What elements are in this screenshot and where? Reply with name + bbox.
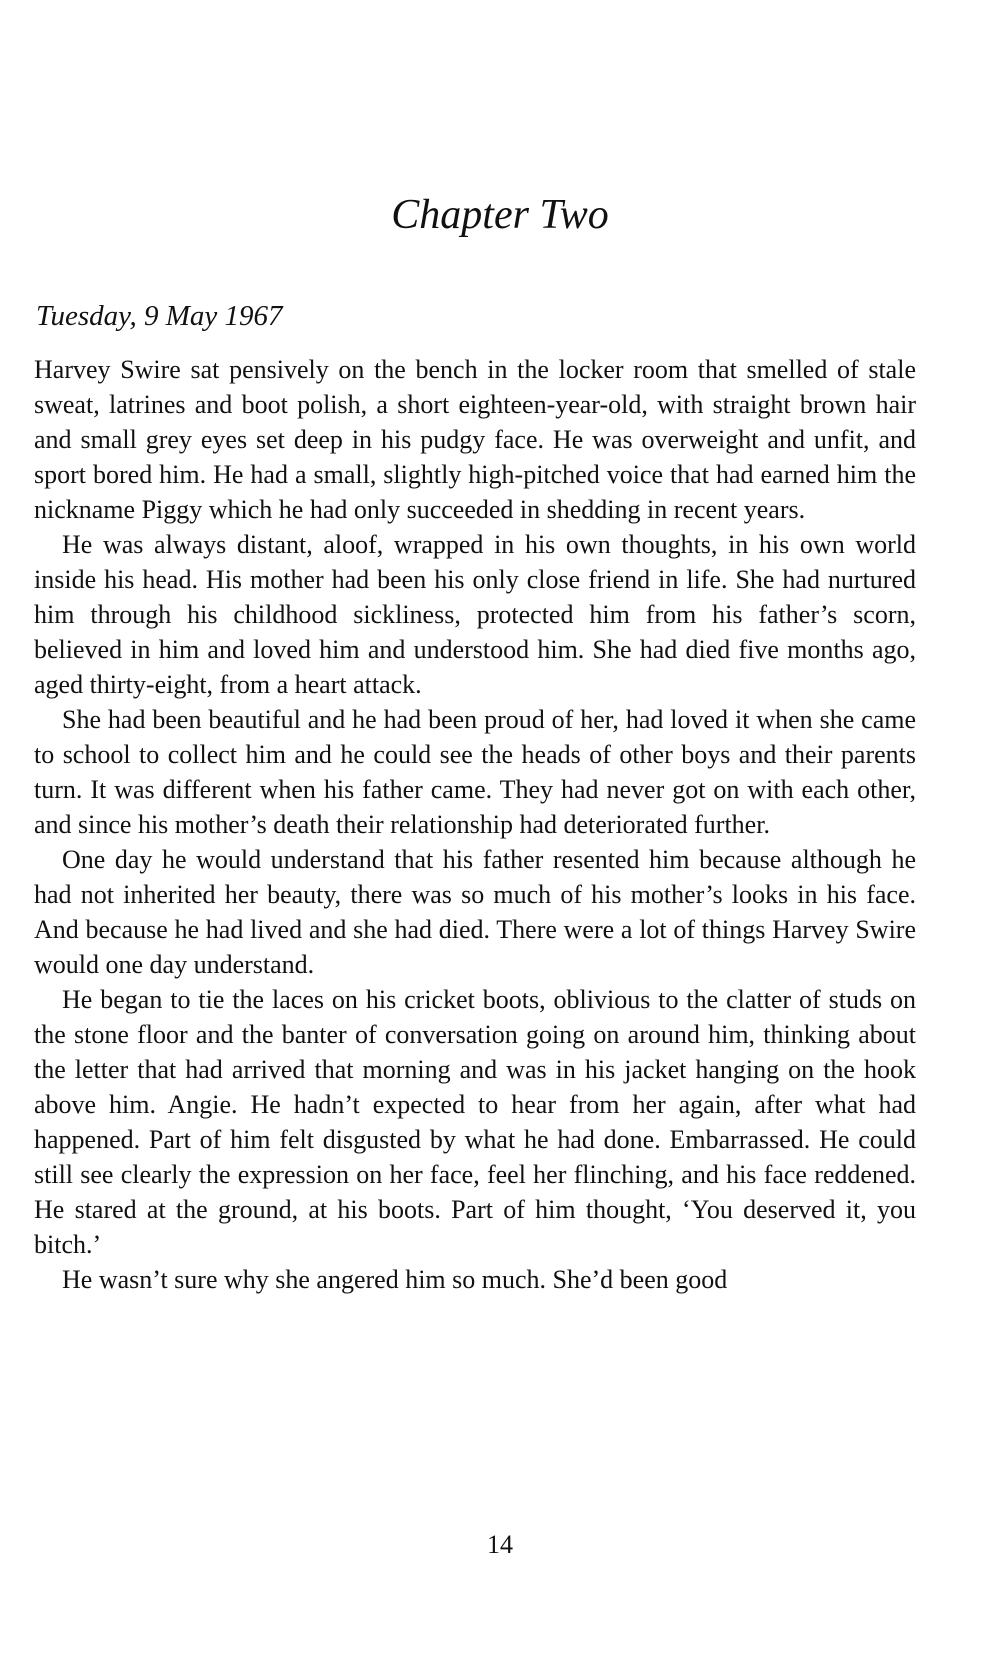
paragraph: Harvey Swire sat pensively on the bench in the locker room that smelled of stale sweat, latrines and boot polish, a short eighteen-year-old, with straight brown hair and small grey eyes set deep in his pudgy face. He was overweight and unfit, and sport bored him. He had a small, slightly high-pitched voice that had earned him the nickname Piggy which he had only succeeded in shedding in recent years. — [34, 355, 916, 524]
chapter-dateline: Tuesday, 9 May 1967 — [36, 300, 283, 332]
body-text — [34, 352, 916, 1297]
page-number: 14 — [487, 1530, 513, 1559]
paragraph: One day he would understand that his father resented him because although he had not inherited her beauty, there was so much of his mother’s looks in his face. And because he had lived and she had died. There were a lot of things Harvey Swire would one day understand. — [34, 845, 916, 979]
chapter-title: Chapter Two — [391, 192, 609, 238]
paragraph: He began to tie the laces on his cricket boots, oblivious to the clatter of studs on the stone floor and the banter of conversation going on around him, thinking about the letter that had arrived that morning and was in his jacket hanging on the hook above him. Angie. He hadn’t expected to hear from her again, after what had happened. Part of him felt disgusted by what he had done. Embarrassed. He could still see clearly the expression on her face, feel her flinching, and his face reddened. He stared at the ground, at his boots. Part of him thought, ‘You deserved it, you bitch.’ — [34, 985, 916, 1259]
paragraph: He wasn’t sure why she angered him so much. She’d been good — [62, 1265, 728, 1294]
paragraph: He was always distant, aloof, wrapped in his own thoughts, in his own world inside his head. His mother had been his only close friend in life. She had nurtured him through his childhood sickliness, protected him from his father’s scorn, believed in him and loved him and understood him. She had died five months ago, aged thirty-eight, from a heart attack. — [34, 530, 916, 699]
paragraph: She had been beautiful and he had been proud of her, had loved it when she came to school to collect him and he could see the heads of other boys and their parents turn. It was different when his father came. They had never got on with each other, and since his mother’s death their relationship had deteriorated further. — [34, 705, 916, 839]
